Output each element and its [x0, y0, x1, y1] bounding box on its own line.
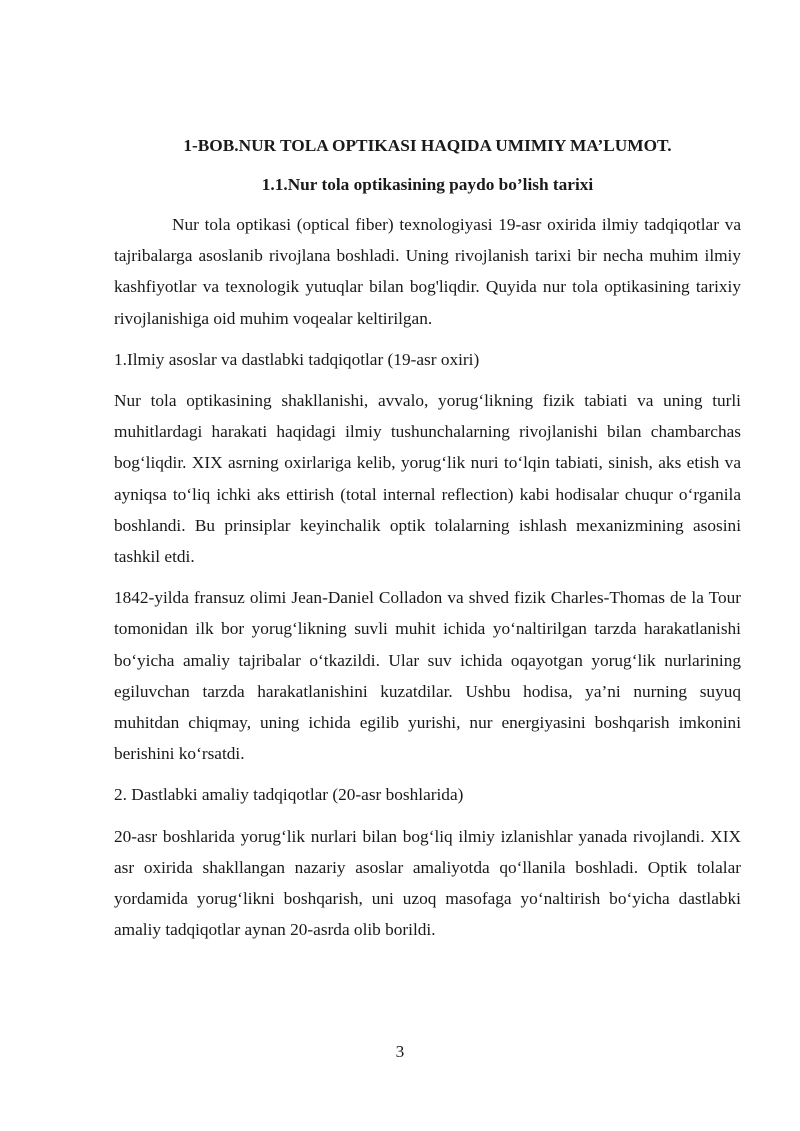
body-paragraph: 1842-yilda fransuz olimi Jean-Daniel Colladon va shved fizik Charles-Thomas de la Tour tomonidan ilk bor yorug‘likning suvli muhit ichida yo‘naltirilgan tarzda harakatlanishi bo‘yicha amaliy tajribalar o‘tkazildi. Ular suv ichida oqayotgan yorug‘lik nurlarining egiluvchan tarzda harakatlanishini kuzatdilar. Ushbu hodisa, ya’ni nurning suyuq muhitdan chiqmay, uning ichida egilib yurishi, nur energiyasini boshqarish imkonini berishini ko‘rsatdi.	[114, 588, 741, 764]
page-number: 3	[395, 1042, 405, 1061]
subsection-heading-2: 2. Dastlabki amaliy tadqiqotlar (20-asr boshlarida)	[114, 785, 464, 805]
chapter-title: 1-BOB.NUR TOLA OPTIKASI HAQIDA UMIMIY MA’LUMOT.	[183, 136, 672, 155]
body-paragraph: 20-asr boshlarida yorug‘lik nurlari bilan bog‘liq ilmiy izlanishlar yanada rivojlandi. XIX asr oxirida shakllangan nazariy asoslar amaliyotda qo‘llanila boshladi. Optik tolalar yordamida yorug‘likni boshqarish, uni uzoq masofaga yo‘naltirish bo‘yicha dastlabki amaliy tadqiqotlar aynan 20-asrda olib borildi.	[114, 826, 741, 940]
subsection-heading-1: 1.Ilmiy asoslar va dastlabki tadqiqotlar (19-asr oxiri)	[114, 349, 480, 369]
intro-paragraph: Nur tola optikasi (optical fiber) texnologiyasi 19-asr oxirida ilmiy tadqiqotlar va tajribalarga asoslanib rivojlana boshladi. Uning rivojlanish tarixi bir necha muhim ilmiy kashfiyotlar va texnologik yutuqlar bilan bog'liqdir. Quyida nur tola optikasining tarixiy rivojlanishiga oid muhim voqealar keltirilgan.	[114, 215, 741, 328]
section-title: 1.1.Nur tola optikasining paydo bo’lish tarixi	[261, 175, 594, 194]
body-paragraph: Nur tola optikasining shakllanishi, avvalo, yorug‘likning fizik tabiati va uning turli muhitlardagi harakati haqidagi ilmiy tushunchalarning rivojlanishi bilan chambarchas bog‘liqdir. XIX asrning oxirlariga kelib, yorug‘lik nuri to‘lqin tabiati, sinish, aks etish va ayniqsa to‘liq ichki aks ettirish (total internal reflection) kabi hodisalar chuqur o‘rganila boshlandi. Bu prinsiplar keyinchalik optik tolalarning ishlash mexanizmining asosini tashkil etdi.	[114, 391, 741, 567]
page-content	[114, 133, 741, 945]
